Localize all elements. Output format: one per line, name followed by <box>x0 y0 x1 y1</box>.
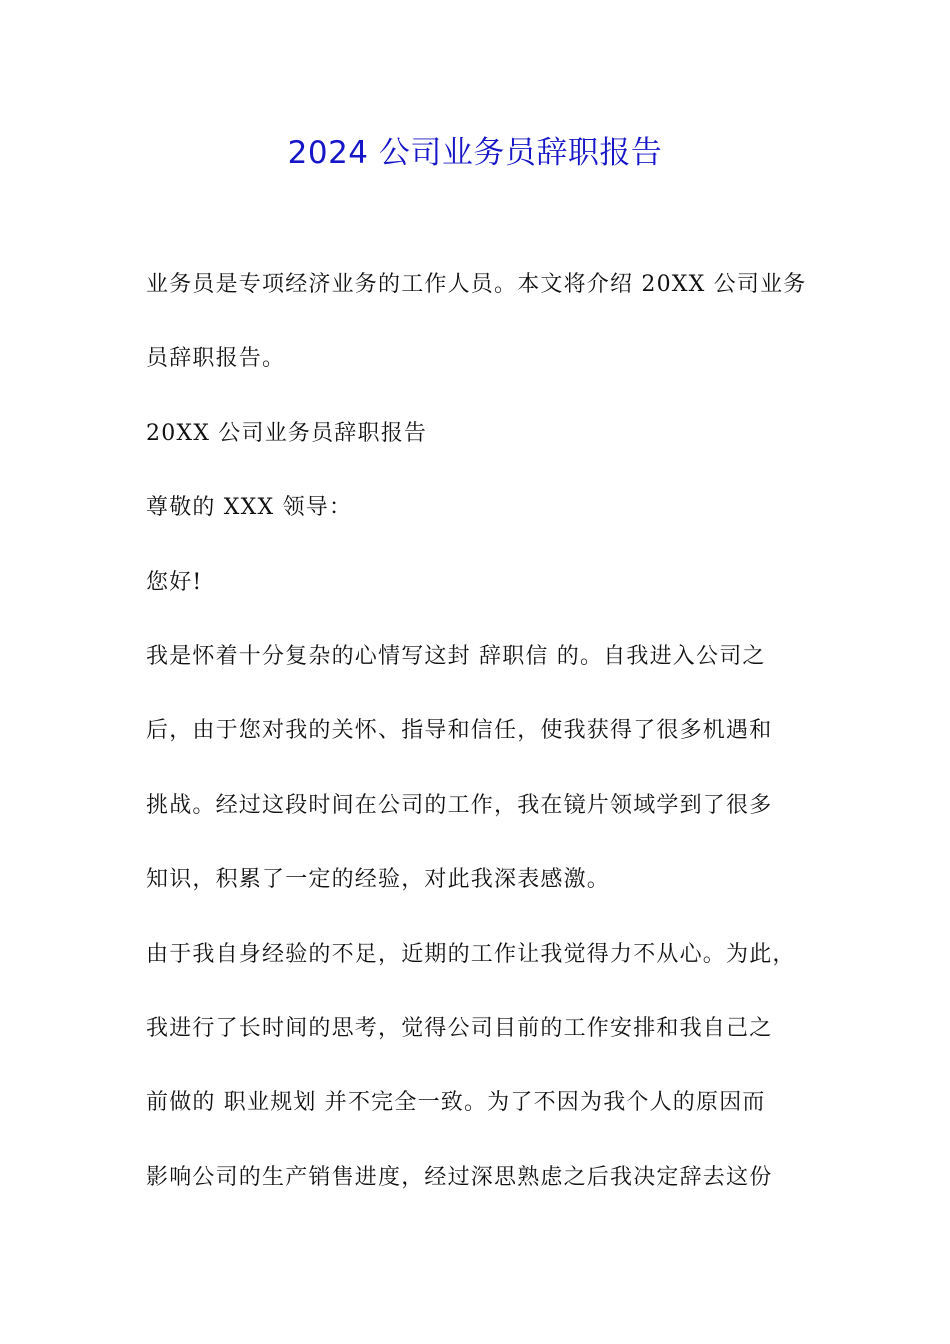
paragraph-line: 后，由于您对我的关怀、指导和信任，使我获得了很多机遇和 <box>146 718 773 744</box>
paragraph-line: 20XX 公司业务员辞职报告 <box>146 420 428 446</box>
paragraph-line: 由于我自身经验的不足，近期的工作让我觉得力不从心。为此， <box>146 941 796 967</box>
paragraph-line: 业务员是专项经济业务的工作人员。本文将介绍 20XX 公司业务 <box>146 272 807 297</box>
paragraph-line: 员辞职报告。 <box>146 346 286 372</box>
paragraph-line: 挑战。经过这段时间在公司的工作，我在镜片领域学到了很多 <box>146 792 773 818</box>
paragraph-line: 前做的 职业规划 并不完全一致。为了不因为我个人的原因而 <box>146 1090 766 1116</box>
paragraph-line: 我进行了长时间的思考，觉得公司目前的工作安排和我自己之 <box>146 1015 773 1041</box>
paragraph-line: 知识，积累了一定的经验，对此我深表感激。 <box>146 867 611 893</box>
document-body <box>146 262 826 1229</box>
document-title: 2024 公司业务员辞职报告 <box>287 135 663 171</box>
paragraph-line: 尊敬的 XXX 领导： <box>146 495 353 521</box>
paragraph-line: 我是怀着十分复杂的心情写这封 辞职信 的。自我进入公司之 <box>146 643 766 669</box>
paragraph-line: 影响公司的生产销售进度，经过深思熟虑之后我决定辞去这份 <box>146 1164 773 1190</box>
paragraph-line: 您好! <box>146 569 203 595</box>
